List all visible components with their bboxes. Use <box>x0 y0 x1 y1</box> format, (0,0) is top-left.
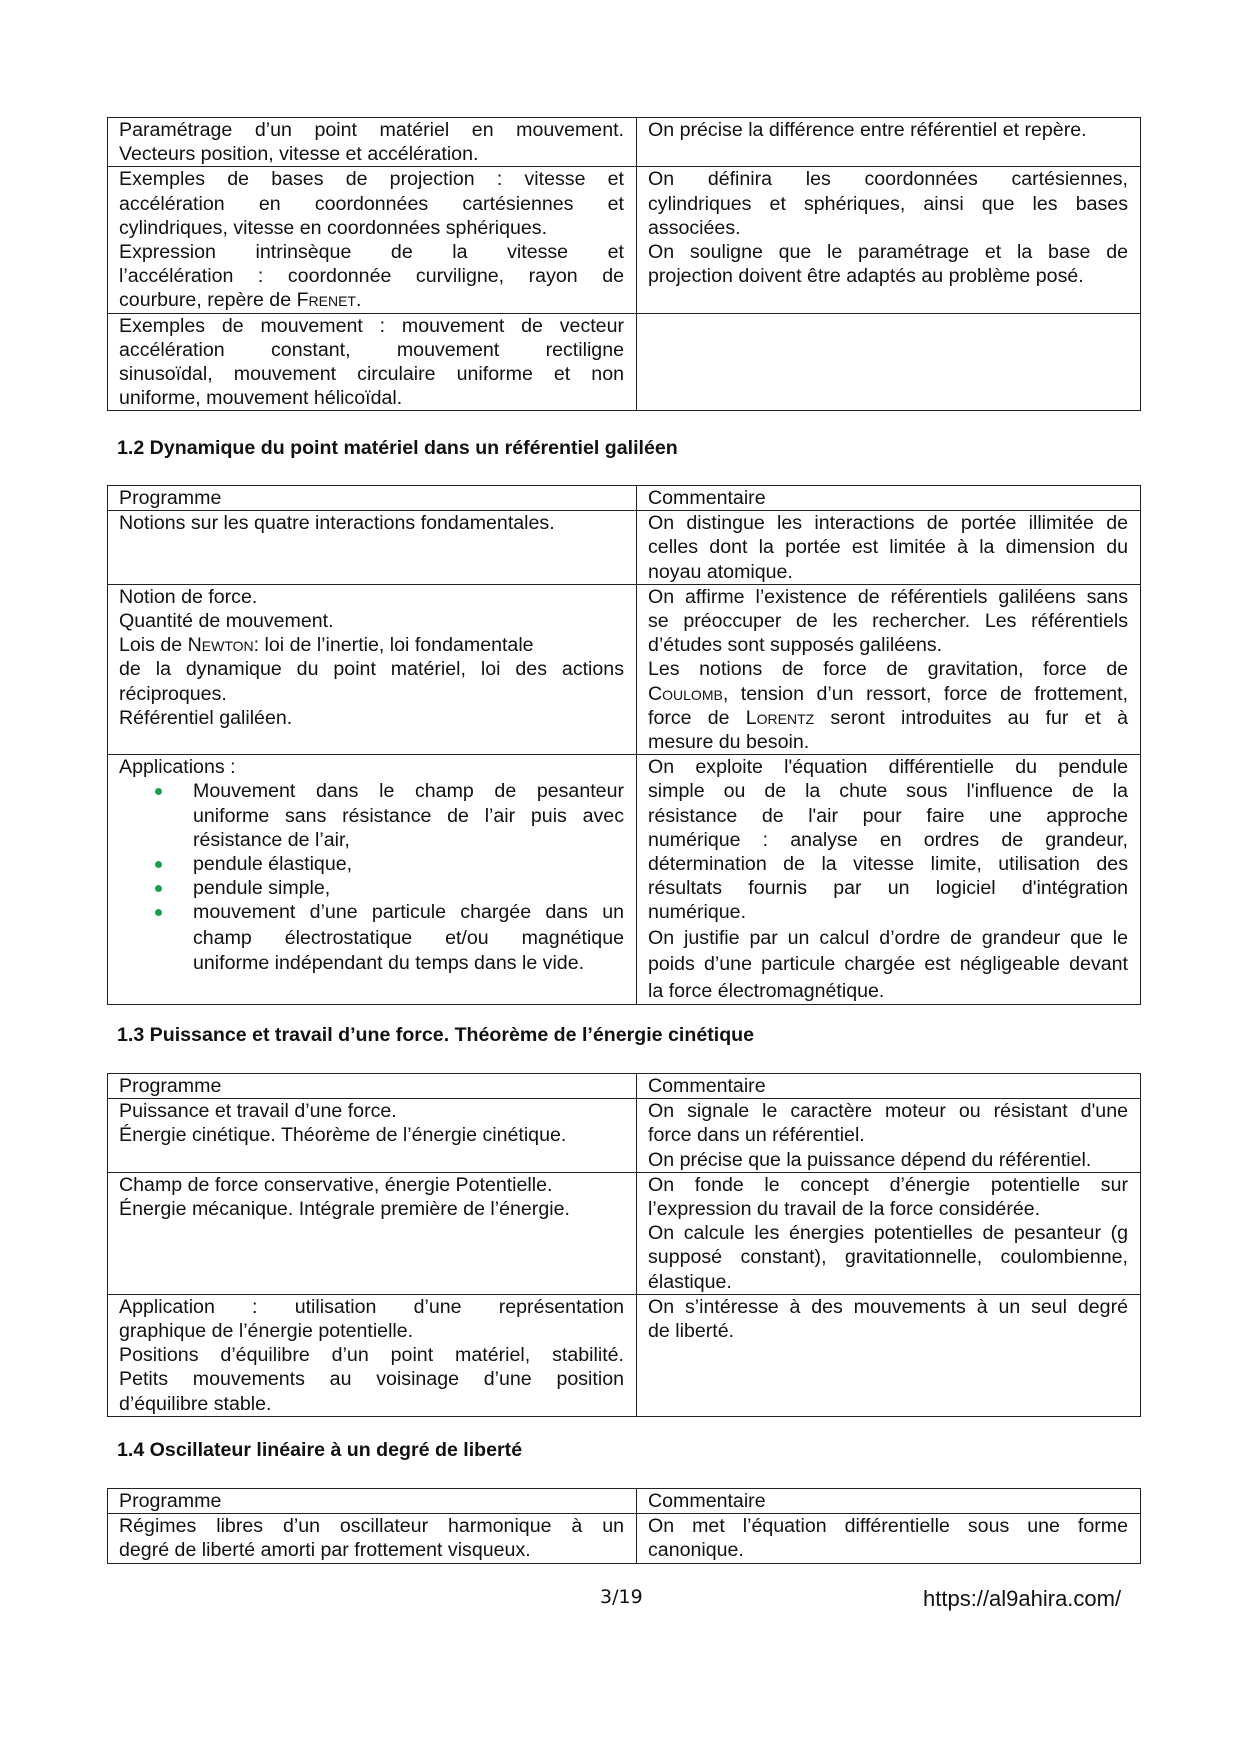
text-line: élastique. <box>648 1270 732 1293</box>
applications-label: Applications : <box>119 756 236 779</box>
text-line: Application : utilisation d’une représentation <box>119 1295 624 1318</box>
commentaire-cell <box>637 118 1141 167</box>
text-line: On justifie par un calcul d’ordre de grandeur que le <box>648 926 1128 949</box>
text-line: force dans un référentiel. <box>648 1124 865 1147</box>
comment-paragraph <box>648 925 1128 1005</box>
name-coulomb: Coulomb <box>648 682 723 705</box>
text-line: Quantité de mouvement. <box>119 610 334 633</box>
text-line: résistance de l’air, <box>193 828 350 851</box>
text-line: On précise que la puissance dépend du référentiel. <box>648 1148 1092 1171</box>
text-line: On définira les coordonnées cartésiennes, <box>648 168 1128 191</box>
programme-cell <box>108 584 637 754</box>
text-line: réciproques. <box>119 682 227 705</box>
table-row <box>108 1172 1141 1294</box>
text-line: cylindriques, vitesse en coordonnées sphériques. <box>119 216 548 239</box>
text-line: Puissance et travail d’une force. <box>119 1100 397 1123</box>
text-line: Régimes libres d’un oscillateur harmonique à un <box>119 1515 624 1538</box>
programme-cell <box>108 118 637 167</box>
programme-cell <box>108 1294 637 1416</box>
text-line: Vecteurs position, vitesse et accélération. <box>119 143 479 166</box>
text-line: détermination de la vitesse limite, utilisation des <box>648 853 1128 876</box>
text-line: Référentiel galiléen. <box>119 706 293 729</box>
text-line: résultats fournis par un logiciel d'intégration <box>648 877 1128 900</box>
text-line: Petits mouvements au voisinage d’une position <box>119 1368 624 1391</box>
programme-cell <box>108 755 637 1005</box>
text-line: On précise la différence entre référentiel et repère. <box>648 119 1087 141</box>
header-commentaire: Commentaire <box>637 1489 1141 1514</box>
text-fragment: force de <box>648 706 730 729</box>
text-line: Exemples de bases de projection : vitesse et <box>119 168 624 191</box>
text-line: l’accélération : coordonnée curviligne, rayon de <box>119 265 624 288</box>
table-1-1-continued <box>107 117 1141 411</box>
text-line: degré de liberté amorti par frottement visqueux. <box>119 1539 531 1562</box>
text-line: Paramétrage d’un point matériel en mouvement. <box>119 119 624 141</box>
text-fragment: , tension d’un ressort, force de frottement, <box>722 682 1128 705</box>
text-line: supposé constant), gravitationnelle, coulombienne, <box>648 1246 1128 1269</box>
name-frenet: Frenet <box>296 289 356 312</box>
text-line: Champ de force conservative, énergie Potentielle. <box>119 1173 553 1196</box>
text-line: Notions sur les quatre interactions fondamentales. <box>119 512 555 535</box>
text-line: poids d’une particule chargée est négligeable devant <box>648 953 1128 976</box>
text-line: uniforme sans résistance de l’air puis avec <box>193 804 624 827</box>
programme-cell <box>108 313 637 411</box>
text-line: On calcule les énergies potentielles de pesanteur (g <box>648 1222 1128 1245</box>
text-line: résistance de l'air pour faire une approche <box>648 804 1128 827</box>
list-item <box>193 852 624 876</box>
section-heading-1-2: 1.2 Dynamique du point matériel dans un référentiel galiléen <box>117 437 678 459</box>
text-line: la force électromagnétique. <box>648 979 885 1002</box>
header-commentaire: Commentaire <box>637 1074 1141 1099</box>
text-line: pendule élastique, <box>193 853 353 876</box>
commentaire-cell <box>637 1294 1141 1416</box>
table-row <box>108 511 1141 585</box>
commentaire-cell <box>637 167 1141 313</box>
text-line: Les notions de force de gravitation, force de <box>648 658 1128 681</box>
text-fragment: Lois de <box>119 634 183 657</box>
text-line: On met l’équation différentielle sous une forme <box>648 1515 1128 1538</box>
text-line: accélération constant, mouvement rectiligne <box>119 338 624 361</box>
text-line: On affirme l’existence de référentiels galiléens sans <box>648 585 1128 608</box>
text-line: Exemples de mouvement : mouvement de vecteur <box>119 314 624 337</box>
text-line: cylindriques et sphériques, ainsi que les bases <box>648 192 1128 215</box>
text-line: de liberté. <box>648 1320 735 1343</box>
header-programme: Programme <box>108 1489 637 1514</box>
commentaire-cell <box>637 1172 1141 1294</box>
text-line: Énergie mécanique. Intégrale première de l’énergie. <box>119 1198 570 1221</box>
table-header-row <box>108 1074 1141 1099</box>
section-heading-1-3: 1.3 Puissance et travail d’une force. Théorème de l’énergie cinétique <box>117 1024 755 1046</box>
text-line: On fonde le concept d’énergie potentielle sur <box>648 1173 1128 1196</box>
header-programme: Programme <box>108 486 637 511</box>
text-line: se préoccuper de les rechercher. Les référentiels <box>648 610 1128 633</box>
text-line: On distingue les interactions de portée illimitée de <box>648 512 1128 535</box>
text-line: de la dynamique du point matériel, loi des actions <box>119 658 624 681</box>
name-newton: Newton <box>187 634 254 657</box>
text-line: On exploite l'équation différentielle du pendule <box>648 756 1128 779</box>
commentaire-cell <box>637 755 1141 1005</box>
bullet-icon <box>155 885 162 892</box>
text-line: pendule simple, <box>193 877 331 900</box>
text-line: uniforme indépendant du temps dans le vide. <box>193 952 585 975</box>
table-row <box>108 167 1141 313</box>
text-line: projection doivent être adaptés au problème posé. <box>648 265 1084 288</box>
text-line: sinusoïdal, mouvement circulaire uniforme et non <box>119 363 624 386</box>
text-line: Énergie cinétique. Théorème de l’énergie cinétique. <box>119 1124 567 1147</box>
text-line: noyau atomique. <box>648 560 793 583</box>
programme-cell <box>108 167 637 313</box>
text-line: numérique : analyse en ordres de grandeur, <box>648 828 1128 851</box>
text-line: Expression intrinsèque de la vitesse et <box>119 241 624 264</box>
text-line <box>648 682 1128 706</box>
table-1-4 <box>107 1488 1141 1564</box>
text-line: accélération en coordonnées cartésiennes et <box>119 192 624 215</box>
commentaire-cell <box>637 1099 1141 1173</box>
text-line: champ électrostatique et/ou magnétique <box>193 926 624 949</box>
table-1-3 <box>107 1073 1141 1417</box>
text-line: celles dont la portée est limitée à la dimension du <box>648 536 1128 559</box>
commentaire-cell <box>637 584 1141 754</box>
programme-cell <box>108 1514 637 1563</box>
programme-cell <box>108 1099 637 1173</box>
text-line: numérique. <box>648 901 747 924</box>
text-line: simple ou de la chute sous l'influence de la <box>648 780 1128 803</box>
bullet-icon <box>155 909 162 916</box>
list-item <box>193 779 624 852</box>
text-line: d’équilibre stable. <box>119 1392 272 1415</box>
text-line: Positions d’équilibre d’un point matériel, stabilité. <box>119 1344 624 1367</box>
table-row <box>108 313 1141 411</box>
footer-url-link[interactable]: https://al9ahira.com/ <box>923 1586 1122 1611</box>
text-line: mouvement d’une particule chargée dans un <box>193 901 624 924</box>
bullet-icon <box>155 788 162 795</box>
table-row <box>108 584 1141 754</box>
programme-cell <box>108 1172 637 1294</box>
text-line <box>119 288 624 312</box>
table-row <box>108 755 1141 1005</box>
table-row <box>108 1294 1141 1416</box>
text-line: graphique de l’énergie potentielle. <box>119 1320 414 1343</box>
text-line <box>648 706 1128 730</box>
text-fragment: : loi de l’inertie, loi fondamentale <box>253 634 534 657</box>
list-item <box>193 900 624 977</box>
text-line: mesure du besoin. <box>648 731 810 754</box>
page-number: 3/19 <box>600 1586 643 1608</box>
header-commentaire: Commentaire <box>637 486 1141 511</box>
commentaire-cell-empty <box>637 313 1141 411</box>
commentaire-cell <box>637 511 1141 585</box>
text-line: associées. <box>648 216 741 239</box>
bullet-icon <box>155 861 162 868</box>
text-line: Mouvement dans le champ de pesanteur <box>193 780 624 803</box>
text-line: On s’intéresse à des mouvements à un seul degré <box>648 1295 1128 1318</box>
text-line <box>119 633 624 657</box>
text-fragment: seront introduites au fur et à <box>830 706 1128 729</box>
table-row <box>108 118 1141 167</box>
table-row <box>108 1099 1141 1173</box>
text-line: Notion de force. <box>119 585 258 608</box>
applications-list <box>119 779 624 977</box>
text-line: On signale le caractère moteur ou résistant d'une <box>648 1100 1128 1123</box>
programme-cell <box>108 511 637 585</box>
text-line: l’expression du travail de la force considérée. <box>648 1198 1041 1221</box>
text-line: d’études sont supposés galiléens. <box>648 634 943 657</box>
list-item <box>193 876 624 900</box>
table-row <box>108 1514 1141 1563</box>
table-header-row <box>108 486 1141 511</box>
table-header-row <box>108 1489 1141 1514</box>
header-programme: Programme <box>108 1074 637 1099</box>
table-1-2 <box>107 485 1141 1005</box>
commentaire-cell <box>637 1514 1141 1563</box>
text-line: uniforme, mouvement hélicoïdal. <box>119 387 403 410</box>
name-lorentz: Lorentz <box>745 706 815 729</box>
text-fragment: . <box>355 289 362 312</box>
text-fragment: courbure, repère de <box>119 289 292 312</box>
text-line: canonique. <box>648 1539 744 1562</box>
section-heading-1-4: 1.4 Oscillateur linéaire à un degré de liberté <box>117 1439 523 1461</box>
text-line: On souligne que le paramétrage et la base de <box>648 241 1128 264</box>
